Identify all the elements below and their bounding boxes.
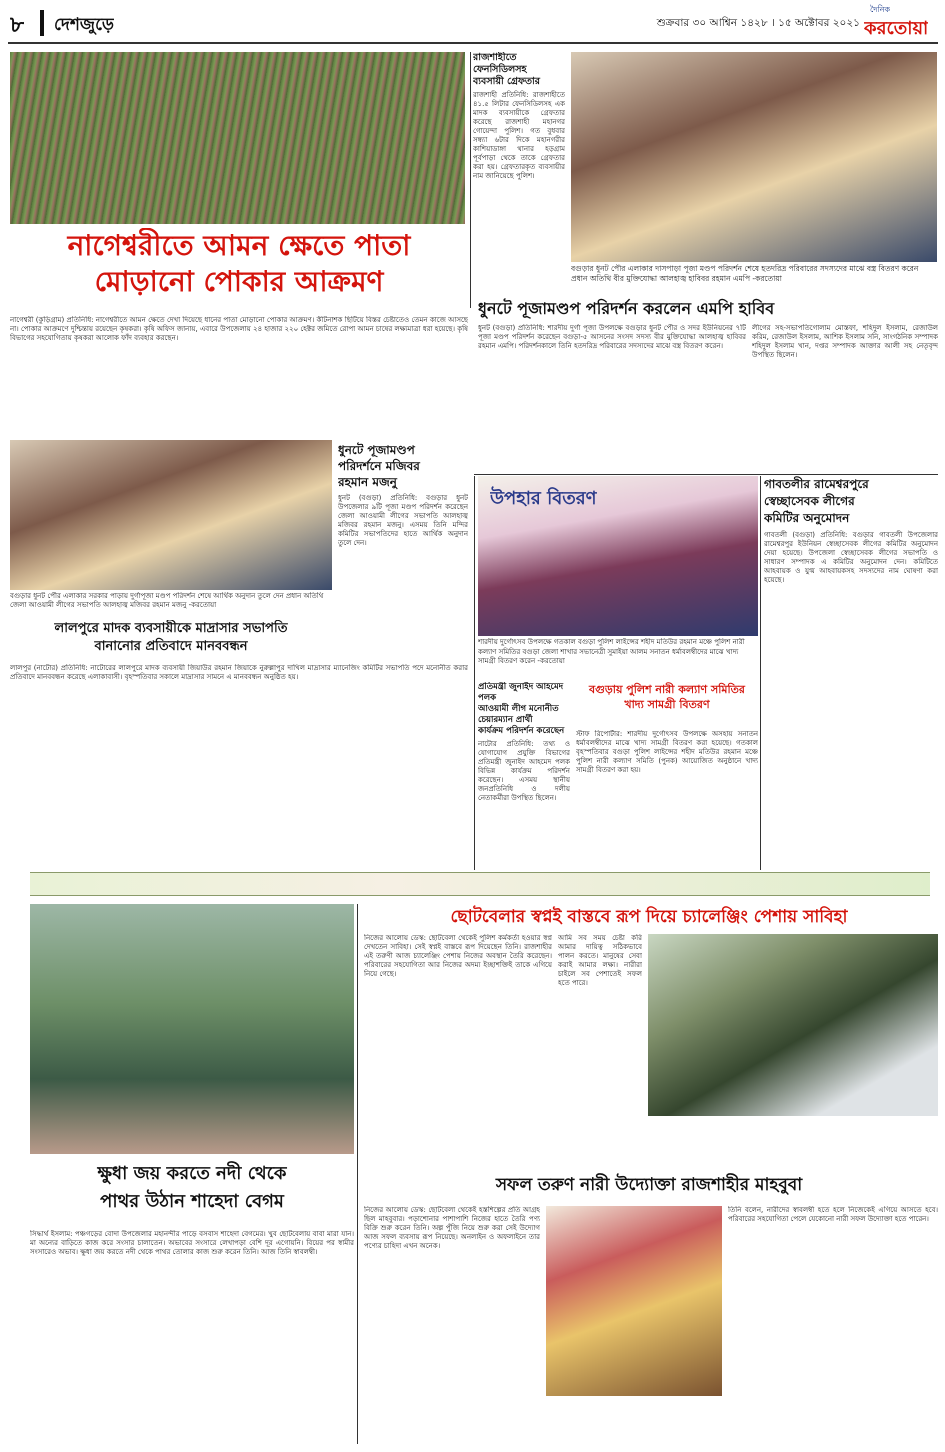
police-side-headline-line2: আওয়ামী লীগ মনোনীত চেয়ারম্যান প্রার্থী [478,704,559,725]
mp-visit-photo [571,52,937,262]
section-name: দেশজুড়ে [54,15,115,35]
column-rule [474,476,475,870]
relief-banner: উপহার বিতরণ [490,488,597,509]
majnu-caption: বগুড়ার ধুনট পৌর এলাকার সরকার পাড়ায় দুর্গাপূজা মণ্ডপ পরিদর্শন শেষে আর্থিক অনুদান তুলে দেন প্রধান অতিথি জেলা আওয়ামী লীগের সভাপতি আলহাজ্ব মজিবর রহমান মজনু -করতোয়া [10,592,324,609]
trader-story [473,52,565,308]
pest-headline-line1: নাগেশ্বরীতে আমন ক্ষেতে পাতা [67,229,411,262]
mp-visit-body: ধুনট (বগুড়া) প্রতিনিধি: শারদীয় দুর্গা পূজা উপলক্ষে বগুড়ার ধুনট পৌর ও সদর ইউনিয়নের ৭টি পূজা মণ্ডপ পরিদর্শন করেছেন বগুড়া-৫ আসনের সংসদ সদস্য বীর মুক্তিযোদ্ধা আলহাজ্ব হাবিবর রহমান এমপি। পরিদর্শনকালে তিনি হতদরিদ্র পরিবারের সদস্যদের মাঝে বস্ত্র বিতরণ করেন। [478,324,746,350]
column-rule [357,904,358,1444]
police-side-story [478,682,570,882]
pest-body: নাগেশ্বরী (কুড়িগ্রাম) প্রতিনিধি: নাগেশ্বরীতে আমন ক্ষেতে দেখা দিয়েছে ধানের পাতা মোড়ানো পোকার আক্রমণ। কীটনাশক ছিটিয়ে বিস্তর চেষ্টাতেও তেমন কাজে আসছে না। পোকার আক্রমণে দুশ্চিন্তায় রয়েছেন কৃষকরা। কৃষি অফিস জানায়, এবারে উপজেলায় ২৪ হাজার ২২০ হেক্টর জমিতে রোপা আমন চাষের লক্ষ্যমাত্রা ধরা হয়েছে। কৃষি বিভাগের সহযোগিতায় কৃষকরা আলোক ফাঁদ ব্যবহার করছেন। [10,316,468,342]
police-relief-photo [478,476,758,636]
shaheda-headline [30,1160,354,1224]
header-date: শুক্রবার ৩০ আশ্বিন ১৪২৮ । ১৫ অক্টোবর ২০২১ [656,17,860,29]
row-rule [474,474,938,475]
gabtali-headline-line1: গাবতলীর রামেশ্বরপুরে [764,477,869,491]
majnu-photo [10,440,332,590]
header-divider [40,10,44,36]
column-rule [470,52,471,308]
section-banner [30,872,930,896]
pest-headline [10,228,468,312]
mahbuba-headline: সফল তরুণ নারী উদ্যোক্তা রাজশাহীর মাহবুবা [495,1175,803,1195]
trader-body: রাজশাহী প্রতিনিধি: রাজশাহীতে ৪১.৫ লিটার ফেনসিডিলসহ এক মাদক ব্যবসায়ীকে গ্রেফতার করেছে রাজশাহী মহানগর গোয়েন্দা পুলিশ। গত বুধবার সন্ধ্যা ৬টার দিকে মহানগরীর কাশিয়াডাঙ্গা থানার হড়গ্রাম পূর্বপাড়া থেকে তাকে গ্রেফতার করা হয়। গ্রেফতারকৃত ব্যবসায়ীর নাম জানিয়েছে পুলিশ। [473,91,565,180]
lalpur-headline-line2: বানানোর প্রতিবাদে মানববন্ধন [94,639,248,654]
majnu-headline-line1: ধুনটে পূজামণ্ডপ [338,443,415,457]
police-relief-headline-line2: খাদ্য সামগ্রী বিতরণ [624,698,710,711]
majnu-headline-line2: পরিদর্শনে মজিবর [338,459,420,473]
majnu-story [338,442,468,622]
mp-visit-caption: বগুড়ার ধুনট পৌর এলাকার দাসপাড়া পূজা মণ্ডপ পরিদর্শন শেষে হতদরিদ্র পরিবারের সদস্যদের মাঝে বস্ত্র বিতরণ করেন প্রধান অতিথি বীর মুক্তিযোদ্ধা আলহাজ্ব হাবিবর রহমান এমপি -করতোয়া [571,264,919,283]
mp-visit-body2: লীগের সহ-সভাপতিগোলাম মোস্তফা, শহিদুল ইসলাম, রেজাউল করিম, রেজাউল ইসলাম, আশিক ইসলাম সনি, সাংগঠনিক সম্পাদক শহিদুল ইসলাম খান, দপ্তর সম্পাদক আক্তার আলী সহ নেতৃবৃন্দ উপস্থিত ছিলেন। [752,324,938,359]
pest-headline-line2: মোড়ানো পোকার আক্রমণ [94,265,384,298]
sabiha-body2: আমি সব সময় চেষ্টা করি আমার দায়িত্ব সঠিকভাবে পালন করতে। মানুষের সেবা করাই আমার লক্ষ্য। নারীরা চাইলে সব পেশাতেই সফল হতে পারে। [558,934,642,987]
police-relief-caption: শারদীয় দুর্গোৎসব উপলক্ষে গতকাল বগুড়া পুলিশ লাইন্সের শহীদ মতিউর রহমান মঞ্চে পুলিশ নারী কল্যাণ সমিতির বগুড়া জেলা শাখার সভানেত্রী সুমাইয়া আলম সনাতন ধর্মাবলম্বীদের মাঝে খাদ্য সামগ্রী বিতরণ করেন -করতোয়া [478,638,745,665]
sabiha-body: নিজের আলোয় ডেস্ক: ছোটবেলা থেকেই পুলিশ কর্মকর্তা হওয়ার স্বপ্ন দেখতেন সাবিহা। সেই স্বপ্নই বাস্তবে রূপ দিয়েছেন তিনি। রাজশাহীর এই তরুণী আজ চ্যালেঞ্জিং পেশায় নিজের অবস্থান তৈরি করেছেন। পরিবারের সহযোগিতা আর নিজের অদম্য ইচ্ছাশক্তিই তাকে এগিয়ে নিয়ে গেছে। [364,934,552,978]
gabtali-story [764,476,938,876]
column-rule [760,476,761,870]
paddy-field-photo [10,52,465,224]
trader-headline-line2: ব্যবসায়ী গ্রেফতার [473,76,541,87]
mahbuba-body2: তিনি বলেন, নারীদের স্বাবলম্বী হতে হলে নিজেকেই এগিয়ে আসতে হবে। পরিবারের সহযোগিতা পেলে যেকোনো নারী সফল উদ্যোক্তা হতে পারেন। [728,1206,938,1223]
police-side-headline-line3: কার্যক্রম পরিদর্শন করেছেন [478,726,565,736]
shaheda-headline-line2: পাথর উঠান শাহেদা বেগম [100,1191,284,1212]
police-relief-body: স্টাফ রিপোর্টার: শারদীয় দুর্গোৎসব উপলক্ষে অসহায় সনাতন ধর্মাবলম্বীদের মাঝে খাদ্য সামগ্রী বিতরণ করা হয়েছে। গতকাল বৃহস্পতিবার বগুড়া পুলিশ লাইন্সের শহীদ মতিউর রহমান মঞ্চে পুলিশ নারী কল্যাণ সমিতি (পুনক) আয়োজিত অনুষ্ঠানে খাদ্য সামগ্রী বিতরণ করা হয়। [576,730,758,774]
sabiha-photo [648,934,938,1116]
page-number: ৮ [10,13,25,38]
gabtali-headline-line2: স্বেচ্ছাসেবক লীগের [764,494,855,508]
lalpur-body: লালপুর (নাটোর) প্রতিনিধি: নাটোরের লালপুরে মাদক ব্যবসায়ী জিয়াউর রহমান জিয়াকে নুরুল্লাপুর দাখিল মাদ্রাসার ম্যানেজিং কমিটির সভাপতি পদে মনোনীত করার প্রতিবাদে মানববন্ধন করেছে এলাকাবাসী। বৃহস্পতিবার সকালে মাদ্রাসার সামনে এ মানববন্ধন অনুষ্ঠিত হয়। [10,664,468,681]
shaheda-body: সিদ্ধার্থ ইসলাম: পঞ্চগড়ের বোদা উপজেলার মহানন্দীর পাড়ে বসবাস শাহেদা বেগমের। খুব ছোটবেলায় বাবা মারা যান। মা অন্যের বাড়িতে কাজ করে সংসার চালাতেন। অভাবের সংসারে লেখাপড়া বেশি দূর এগোয়নি। বিয়ের পর স্বামীর সংসারেও অভাব। ক্ষুধা জয় করতে নদী থেকে পাথর তোলার কাজ শুরু করেন তিনি। আজ তিনি স্বাবলম্বী। [30,1230,354,1256]
mahbuba-photo [546,1206,722,1396]
shaheda-headline-line1: ক্ষুধা জয় করতে নদী থেকে [97,1163,287,1184]
trader-headline-line1: রাজশাহীতে ফেনসিডিলসহ [473,52,527,75]
police-relief-headline [576,682,758,728]
masthead-logo: করতোয়া [864,18,929,39]
majnu-body: ধুনট (বগুড়া) প্রতিনিধি: বগুড়ার ধুনট উপজেলার ৯টি পূজা মণ্ডপ পরিদর্শন করেছেন জেলা আওয়ামী লীগের সভাপতি আলহাজ্ব মজিবর রহমান মজনু। এসময় তিনি মন্দির কমিটির সভাপতিদের হাতে আর্থিক অনুদান তুলে দেন। [338,494,468,547]
masthead-small: দৈনিক [870,5,891,14]
gabtali-body: গাবতলী (বগুড়া) প্রতিনিধি: বগুড়ার গাবতলী উপজেলার রামেশ্বরপুর ইউনিয়ন স্বেচ্ছাসেবক লীগের কমিটির অনুমোদন দেয়া হয়েছে। উপজেলা স্বেচ্ছাসেবক লীগের সভাপতি ও সাধারণ সম্পাদক এ কমিটির অনুমোদন দেন। কমিটিতে আহবায়ক ও যুগ্ম আহবায়কসহ সদস্যদের নাম ঘোষণা করা হয়েছে। [764,531,938,584]
police-side-body: নাটোর প্রতিনিধি: তথ্য ও যোগাযোগ প্রযুক্তি বিভাগের প্রতিমন্ত্রী জুনাইদ আহমেদ পলক বিভিন্ন কার্যক্রম পরিদর্শন করেছেন। এসময় স্থানীয় জনপ্রতিনিধি ও দলীয় নেতাকর্মীরা উপস্থিত ছিলেন। [478,740,570,802]
header-rule [8,42,938,44]
police-relief-headline-line1: বগুড়ায় পুলিশ নারী কল্যাণ সমিতির [589,683,745,696]
mahbuba-body: নিজের আলোয় ডেস্ক: ছোটবেলা থেকেই হস্তশিল্পের প্রতি আগ্রহ ছিল মাহবুবার। পড়াশোনার পাশাপাশি নিজের হাতে তৈরি পণ্য বিক্রি শুরু করেন তিনি। অল্প পুঁজি নিয়ে শুরু করা সেই উদ্যোগ আজ সফল ব্যবসায় রূপ নিয়েছে। অনলাইন ও অফলাইনে তার পণ্যের চাহিদা এখন অনেক। [364,1206,540,1250]
gabtali-headline-line3: কমিটির অনুমোদন [764,511,850,525]
majnu-headline-line3: রহমান মজনু [338,475,397,489]
sabiha-body-lower [364,1140,938,1170]
mp-visit-headline: ধুনটে পূজামণ্ডপ পরিদর্শন করলেন এমপি হাবিব [478,299,775,318]
shaheda-photo [30,904,354,1154]
police-side-headline-line1: প্রতিমন্ত্রী জুনাইদ আহমেদ পলক [478,682,564,703]
sabiha-headline: ছোটবেলার স্বপ্নই বাস্তবে রূপ দিয়ে চ্যালেঞ্জিং পেশায় সাবিহা [450,907,848,927]
lalpur-headline-line1: লালপুরে মাদক ব্যবসায়ীকে মাদ্রাসার সভাপতি [54,621,288,636]
